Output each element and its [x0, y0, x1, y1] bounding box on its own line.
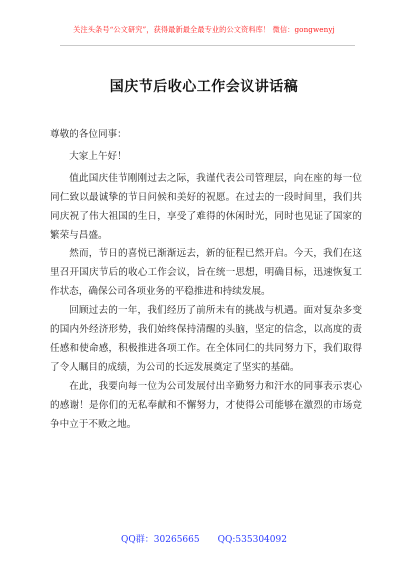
salutation: 尊敬的各位同事： [50, 129, 127, 140]
paragraph-2: 然而，节日的喜悦已渐渐远去，新的征程已然开启。今天，我们在这里召开国庆节后的收心工作会议，旨在统一思想，明确目标，迅速恢复工作状态，确保公司各项业务的平稳推进和持续发展。 [50, 248, 362, 298]
paragraph-3: 回顾过去的一年，我们经历了前所未有的挑战与机遇。面对复杂多变的国内外经济形势，我们始终保持清醒的头脑，坚定的信念，以高度的责任感和使命感，积极推进各项工作。在全体同仁的共同努力下，我们取得了令人瞩目的成绩，为公司的长远发展奠定了坚实的基础。 [50, 305, 362, 373]
paragraph-greeting: 大家上午好！ [69, 150, 127, 162]
footer-qq: QQ:535304092 [217, 535, 287, 545]
paragraph-4: 在此，我要向每一位为公司发展付出辛勤努力和汗水的同事表示衷心的感谢！是你们的无私奉献和不懈努力，才使得公司能够在激烈的市场竞争中立于不败之地。 [50, 380, 362, 430]
header-divider [60, 45, 355, 46]
document-body [50, 126, 362, 435]
footer-qq-group: QQ群：30265665 [121, 535, 200, 545]
paragraph-1: 值此国庆佳节刚刚过去之际，我谨代表公司管理层，向在座的每一位同仁致以最诚挚的节日问候和美好的祝愿。在过去的一段时间里，我们共同庆祝了伟大祖国的生日，享受了难得的休闲时光，同时也见证了国家的繁荣与昌盛。 [50, 172, 362, 241]
footer-contact [0, 532, 408, 545]
header-note: 关注头条号“公文研究”，获得最新最全最专业的公文资料库！ 微信：gongwenyj [73, 25, 335, 34]
document-title: 国庆节后收心工作会议讲话稿 [109, 79, 299, 95]
